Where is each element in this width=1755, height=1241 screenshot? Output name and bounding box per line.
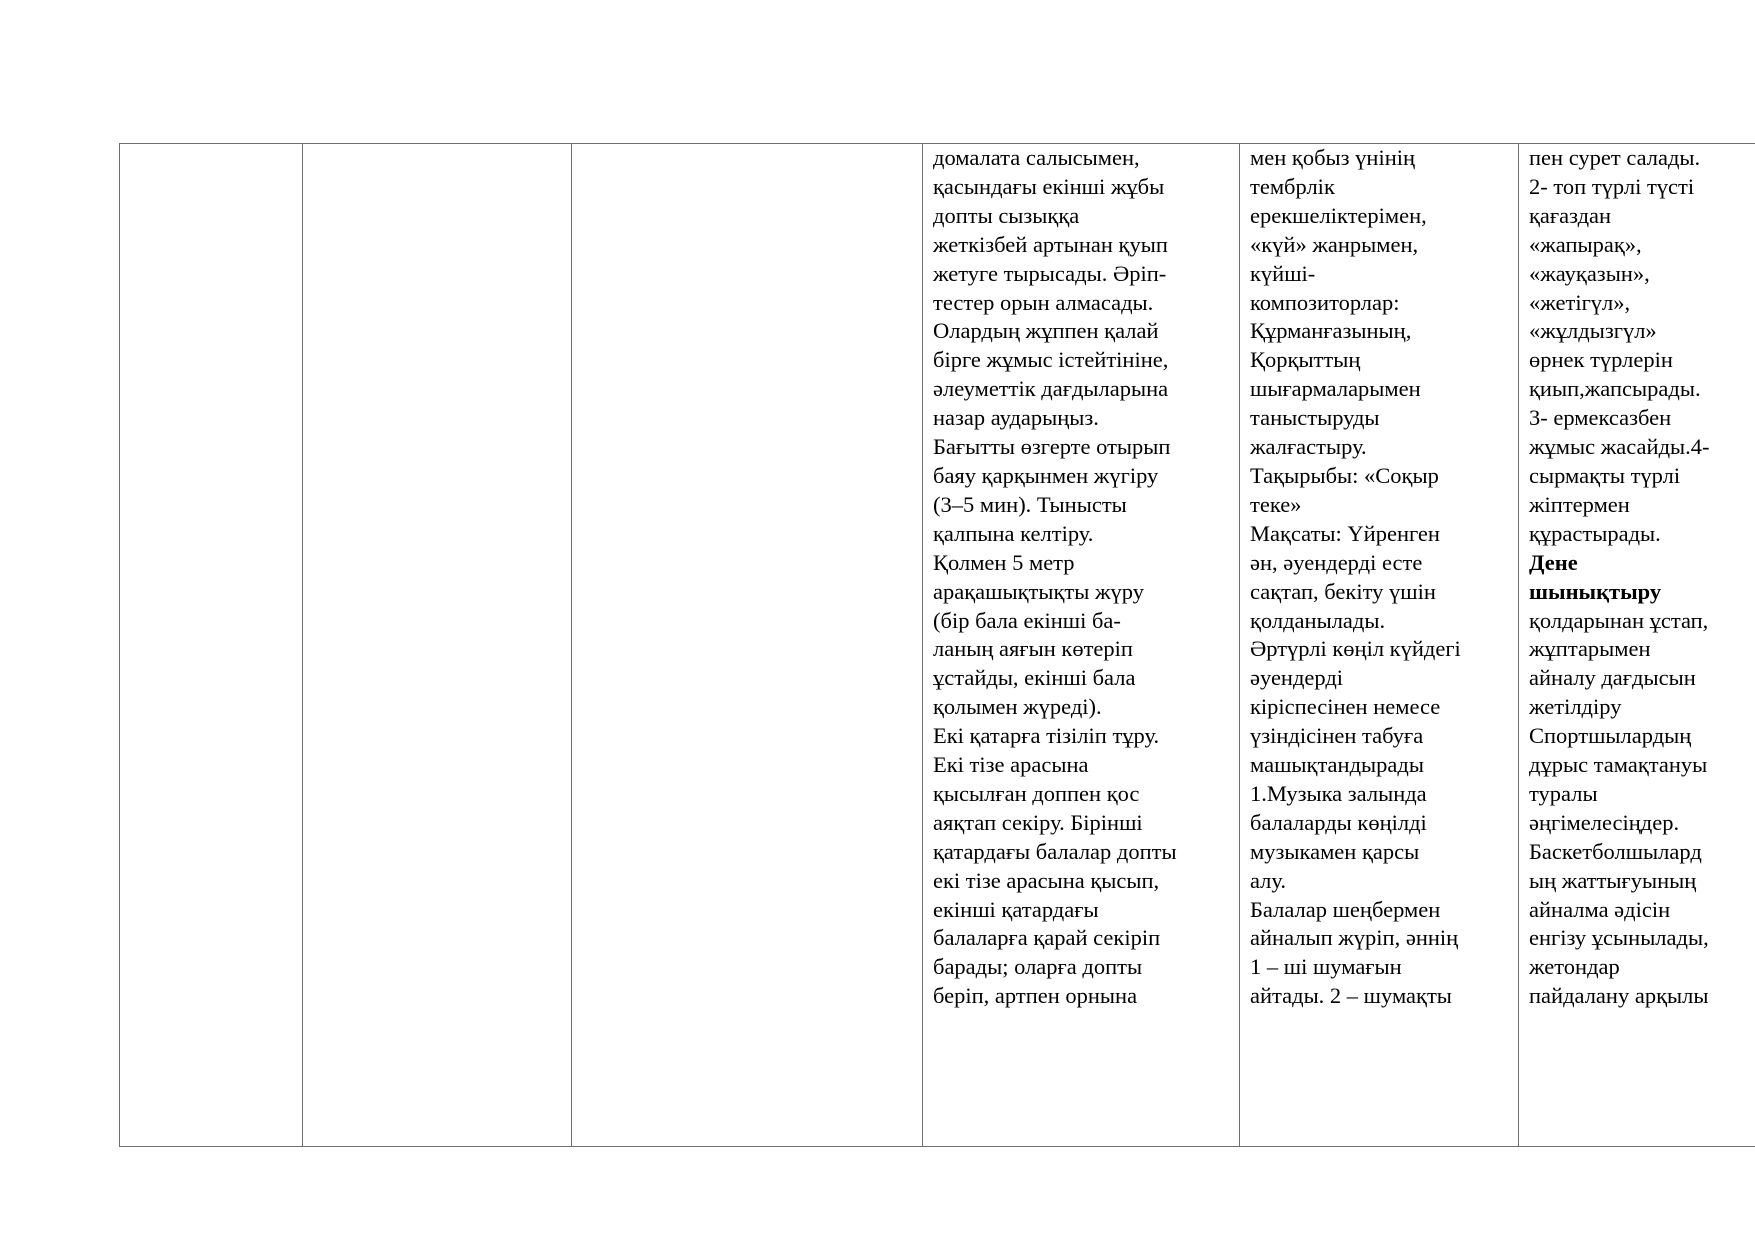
text-line: екі тізе арасына қысып,: [933, 867, 1160, 893]
text-line: айналып жүріп, әннің: [1250, 925, 1459, 951]
text-line: екінші қатардағы: [933, 896, 1099, 922]
text-line: жалғастыру.: [1250, 434, 1367, 460]
text-line: машықтандырады: [1250, 752, 1424, 778]
text-line: қиып,жапсырады.: [1529, 376, 1701, 402]
text-line: 1.Музыка залында: [1250, 780, 1427, 806]
text-line: композиторлар:: [1250, 289, 1400, 315]
text-line: Спортшылардың: [1529, 723, 1692, 749]
text-line: Қорқыттың: [1250, 347, 1361, 373]
text-line: қасындағы екінші жұбы: [933, 173, 1165, 199]
text-line: құрастырады.: [1529, 520, 1661, 546]
bold-text-line: шынықтыру: [1529, 578, 1662, 604]
text-line: тембрлік: [1250, 173, 1335, 199]
text-line: күйші-: [1250, 260, 1316, 286]
table-cell-1: [120, 144, 303, 1147]
text-line: жетондар: [1529, 954, 1620, 980]
text-line: мен қобыз үнінің: [1250, 145, 1416, 170]
text-line: сырмақты түрлі: [1529, 462, 1681, 488]
text-line: қолымен жүреді).: [933, 694, 1102, 720]
text-line: ұстайды, екінші бала: [933, 665, 1136, 691]
text-line: жіптермен: [1529, 491, 1630, 517]
text-line: алу.: [1250, 867, 1287, 893]
text-line: шығармаларымен: [1250, 376, 1421, 402]
text-line: бірге жұмыс істейтініне,: [933, 347, 1169, 373]
text-line: әлеуметтік дағдыларына: [933, 376, 1169, 402]
text-line: дұрыс тамақтануы: [1529, 752, 1708, 778]
table-cell-art-and-pe: [1519, 144, 1755, 1147]
text-line: айналма әдісін: [1529, 896, 1671, 922]
text-line: балаларды көңілді: [1250, 809, 1427, 835]
text-line: 2- топ түрлі түсті: [1529, 173, 1695, 199]
text-line: Бағытты өзгерте отырып: [933, 434, 1171, 460]
text-line: музыкамен қарсы: [1250, 838, 1420, 864]
text-line: туралы: [1529, 780, 1598, 806]
text-line: сақтап, бекіту үшін: [1250, 578, 1436, 604]
text-line: үзіндісінен табуға: [1250, 723, 1424, 749]
text-line: ланың аяғын көтеріп: [933, 636, 1133, 662]
text-line: 3- ермексазбен: [1529, 405, 1672, 431]
text-line: өрнек түрлерін: [1529, 347, 1673, 373]
text-line: тестер орын алмасады.: [933, 289, 1154, 315]
table-cell-3: [572, 144, 923, 1147]
text-line: пен сурет салады.: [1529, 145, 1701, 170]
text-line: «жауқазын»,: [1529, 260, 1650, 286]
text-line: таныстыруды: [1250, 405, 1380, 431]
text-line: Тақырыбы: «Соқыр: [1250, 462, 1439, 488]
lesson-plan-table: [119, 143, 1755, 1147]
text-line: Мақсаты: Үйренген: [1250, 520, 1440, 546]
text-line: әуендерді: [1250, 665, 1344, 691]
text-line: 1 – ші шумағын: [1250, 954, 1402, 980]
text-line: ерекшеліктерімен,: [1250, 202, 1427, 228]
text-line: балаларға қарай секіріп: [933, 925, 1161, 951]
text-line: барады; оларға допты: [933, 954, 1143, 980]
text-line: беріп, артпен орнына: [933, 983, 1138, 1009]
text-line: Екі қатарға тізіліп тұру.: [933, 723, 1160, 749]
bold-text-line: Дене: [1529, 549, 1578, 575]
text-line: қолдарынан ұстап,: [1529, 607, 1709, 633]
text-line: қағаздан: [1529, 202, 1612, 228]
text-line: допты сызыққа: [933, 202, 1080, 228]
text-line: ән, әуендерді есте: [1250, 549, 1423, 575]
text-line: жетуге тырысады. Әріп-: [933, 260, 1167, 286]
text-line: жұптарымен: [1529, 636, 1651, 662]
table-row: [120, 144, 1755, 1147]
text-line: жетілдіру: [1529, 694, 1622, 720]
text-line: (бір бала екінші ба-: [933, 607, 1121, 633]
text-line: айналу дағдысын: [1529, 665, 1696, 691]
text-line: (3–5 мин). Тынысты: [933, 491, 1127, 517]
text-line: «жапырақ»,: [1529, 231, 1642, 257]
text-line: қолданылады.: [1250, 607, 1386, 633]
text-line: Екі тізе арасына: [933, 752, 1089, 778]
text-line: кіріспесінен немесе: [1250, 694, 1441, 720]
text-line: жұмыс жасайды.4-: [1529, 434, 1710, 460]
text-line: Қолмен 5 метр: [933, 549, 1075, 575]
text-line: Баскетболшылард: [1529, 838, 1702, 864]
text-line: енгізу ұсынылады,: [1529, 925, 1709, 951]
text-line: ың жаттығуының: [1529, 867, 1697, 893]
text-line: Әртүрлі көңіл күйдегі: [1250, 636, 1461, 662]
text-line: Балалар шеңбермен: [1250, 896, 1441, 922]
text-line: домалата салысымен,: [933, 145, 1140, 170]
text-line: «күй» жанрымен,: [1250, 231, 1419, 257]
text-line: теке»: [1250, 491, 1302, 517]
text-line: Олардың жұппен қалай: [933, 318, 1159, 344]
text-line: айтады. 2 – шумақты: [1250, 983, 1452, 1009]
text-line: қалпына келтіру.: [933, 520, 1094, 546]
text-line: арақашықтықты жүру: [933, 578, 1144, 604]
text-line: баяу қарқынмен жүгіру: [933, 462, 1159, 488]
text-line: назар аударыңыз.: [933, 405, 1099, 431]
table-cell-physical-exercises: [923, 144, 1240, 1147]
text-line: жеткізбей артынан қуып: [933, 231, 1168, 257]
text-line: әңгімелесіңдер.: [1529, 809, 1680, 835]
text-line: «жетігүл»,: [1529, 289, 1631, 315]
table-cell-2: [303, 144, 572, 1147]
table-cell-music-activity: [1240, 144, 1519, 1147]
text-line: пайдалану арқылы: [1529, 983, 1709, 1009]
text-line: қатардағы балалар допты: [933, 838, 1177, 864]
text-line: Құрманғазының,: [1250, 318, 1412, 344]
text-line: аяқтап секіру. Бірінші: [933, 809, 1143, 835]
text-line: қысылған доппен қос: [933, 780, 1140, 806]
text-line: «жұлдызгүл»: [1529, 318, 1657, 344]
